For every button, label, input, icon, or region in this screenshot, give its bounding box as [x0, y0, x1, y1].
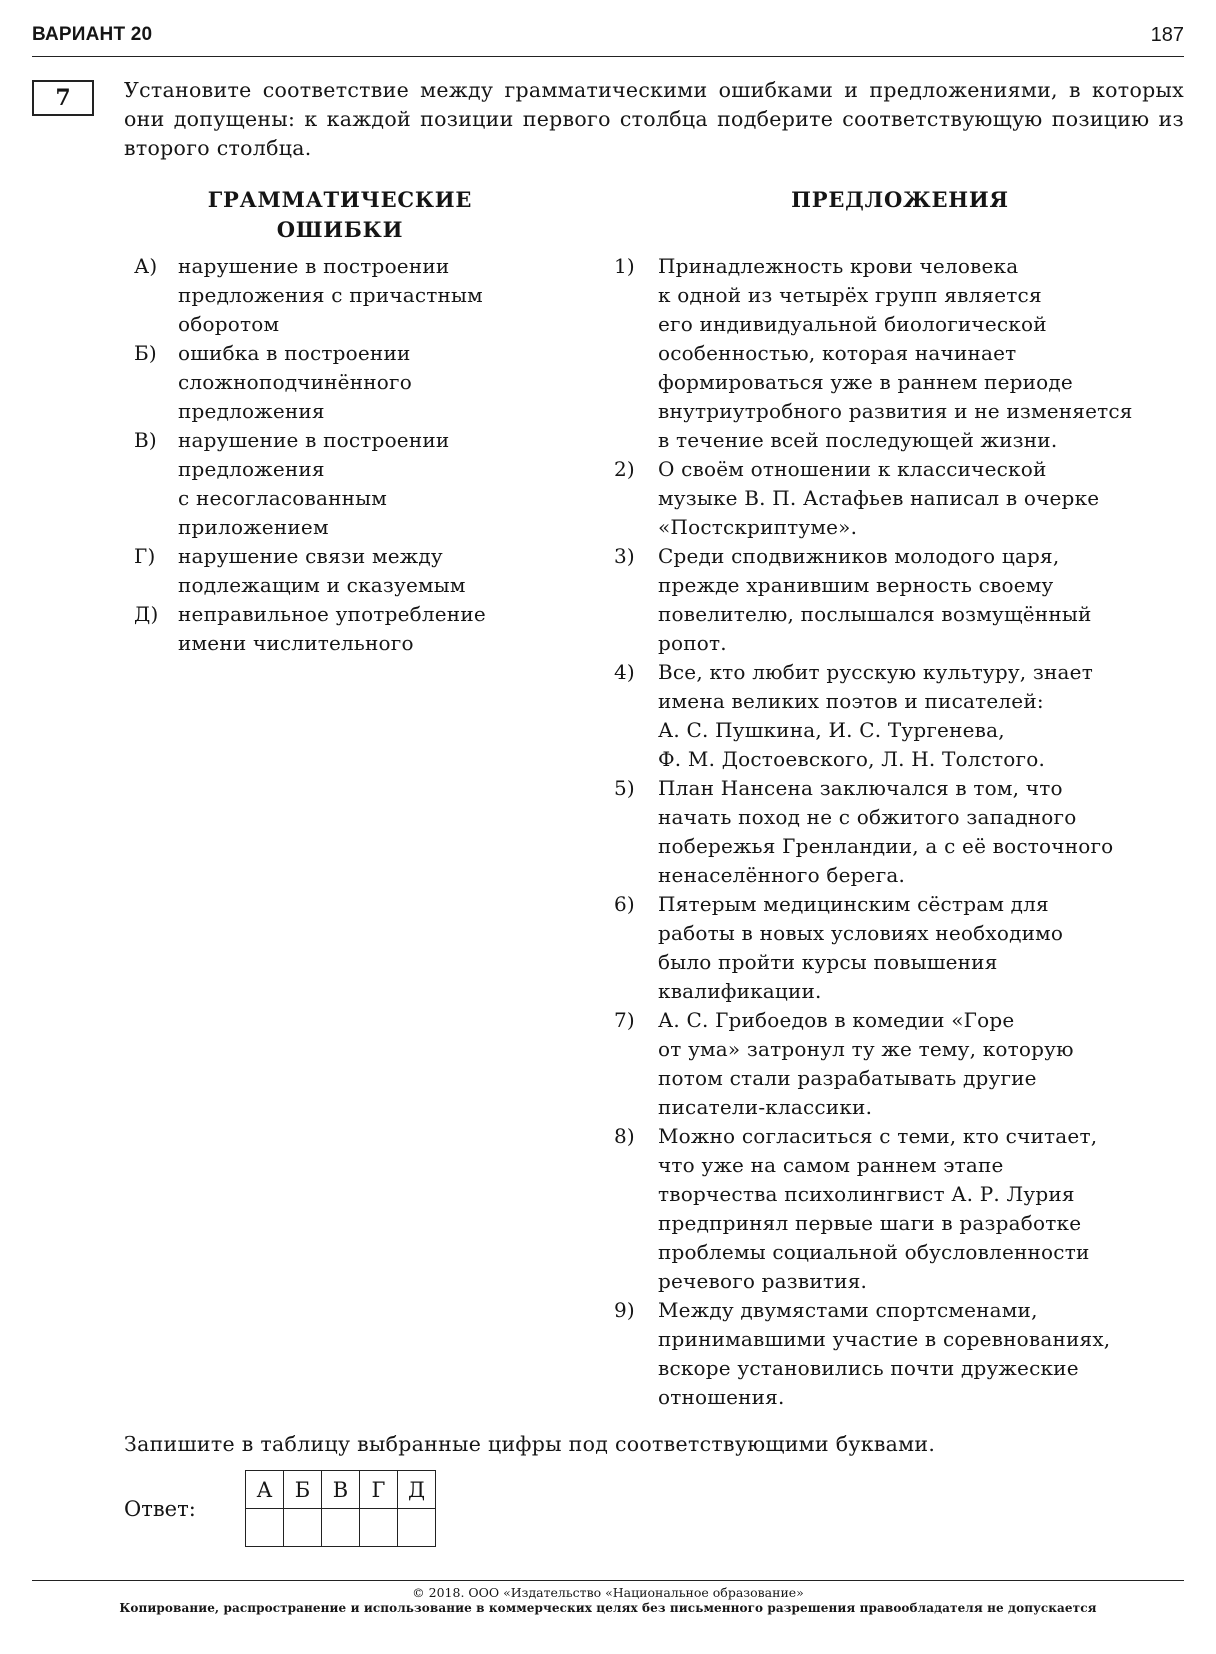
errors-column-title: ГРАММАТИЧЕСКИЕ ОШИБКИ: [207, 187, 473, 242]
sentence-number: 8): [614, 1124, 635, 1148]
errors-list: [134, 252, 554, 658]
sentence-item: [614, 658, 1194, 774]
sentence-item: [614, 1296, 1194, 1412]
copyright-notice: Копирование, распространение и использование в коммерческих целях без письменного разрешения правообладателя не допускается: [119, 1601, 1097, 1615]
sentence-item: [614, 252, 1194, 455]
task-number-box: 7: [32, 80, 94, 116]
sentence-item: [614, 890, 1194, 1006]
sentence-number: 4): [614, 660, 635, 684]
sentences-list: [614, 252, 1194, 1412]
sentence-text: Принадлежность крови человека к одной из четырёх групп является его индивидуальной биологической особенностью, которая начинает формироваться уже в раннем периоде внутриутробного развития и не изменяется в течение всей последующей жизни.: [658, 254, 1133, 452]
answer-letter-cell: Г: [360, 1471, 398, 1509]
sentence-text: Между двумястами спортсменами, принимавшими участие в соревнованиях, вскоре установились почти дружеские отношения.: [658, 1298, 1111, 1409]
answer-label: Ответ:: [124, 1497, 196, 1521]
error-letter: В): [134, 428, 157, 452]
answer-letter-cell: Б: [284, 1471, 322, 1509]
error-text: нарушение в построении предложения с несогласованным приложением: [178, 428, 450, 539]
variant-title: ВАРИАНТ 20: [32, 24, 153, 45]
answer-input-row: [246, 1509, 436, 1547]
sentence-text: А. С. Грибоедов в комедии «Горе от ума» затронул ту же тему, которую потом стали разрабатывать другие писатели-классики.: [658, 1008, 1074, 1119]
error-letter: А): [134, 254, 158, 278]
error-text: ошибка в построении сложноподчинённого предложения: [178, 341, 412, 423]
answer-instruction: Запишите в таблицу выбранные цифры под соответствующими буквами.: [124, 1432, 936, 1456]
page-number: 187: [1150, 24, 1184, 46]
page-footer: [32, 1580, 1184, 1615]
sentence-number: 5): [614, 776, 635, 800]
sentence-number: 1): [614, 254, 635, 278]
error-item: [134, 426, 554, 542]
sentence-text: Среди сподвижников молодого царя, прежде хранившим верность своему повелителю, послышался возмущённый ропот.: [658, 544, 1092, 655]
error-letter: Д): [134, 602, 159, 626]
sentence-number: 6): [614, 892, 635, 916]
answer-input-cell-v[interactable]: [322, 1509, 360, 1547]
answer-input-cell-b[interactable]: [284, 1509, 322, 1547]
error-letter: Г): [134, 544, 156, 568]
error-item: [134, 252, 554, 339]
answer-letter-cell: А: [246, 1471, 284, 1509]
answer-table: [245, 1470, 436, 1547]
error-item: [134, 339, 554, 426]
answer-letters-row: [246, 1471, 436, 1509]
sentence-number: 7): [614, 1008, 635, 1032]
sentence-number: 3): [614, 544, 635, 568]
sentence-item: [614, 774, 1194, 890]
error-item: [134, 600, 554, 658]
error-letter: Б): [134, 341, 157, 365]
sentence-item: [614, 455, 1194, 542]
sentence-text: О своём отношении к классической музыке В. П. Астафьев написал в очерке «Постскриптуме».: [658, 457, 1100, 539]
sentences-column-title: ПРЕДЛОЖЕНИЯ: [791, 187, 1009, 212]
error-item: [134, 542, 554, 600]
sentence-item: [614, 1006, 1194, 1122]
answer-input-cell-d[interactable]: [398, 1509, 436, 1547]
copyright-line: © 2018. ООО «Издательство «Национальное образование»: [412, 1585, 804, 1600]
error-text: нарушение связи между подлежащим и сказуемым: [178, 544, 466, 597]
sentence-text: Можно согласиться с теми, кто считает, что уже на самом раннем этапе творчества психолингвист А. Р. Лурия предпринял первые шаги в разработке проблемы социальной обусловленности речевого развития.: [658, 1124, 1098, 1293]
task-instruction: Установите соответствие между грамматическими ошибками и предложениями, в которых они допущены: к каждой позиции первого столбца подберите соответствующую позицию из второго столбца.: [124, 78, 1184, 160]
sentence-item: [614, 1122, 1194, 1296]
page-header: [32, 20, 1184, 57]
sentence-text: Все, кто любит русскую культуру, знает имена великих поэтов и писателей: А. С. Пушкина, И. С. Тургенева, Ф. М. Достоевского, Л. Н. Толстого.: [658, 660, 1093, 771]
sentence-number: 9): [614, 1298, 635, 1322]
answer-letter-cell: Д: [398, 1471, 436, 1509]
sentence-item: [614, 542, 1194, 658]
answer-input-cell-a[interactable]: [246, 1509, 284, 1547]
error-text: неправильное употребление имени числительного: [178, 602, 486, 655]
answer-letter-cell: В: [322, 1471, 360, 1509]
sentence-text: План Нансена заключался в том, что начать поход не с обжитого западного побережья Гренландии, а с её восточного ненаселённого берега.: [658, 776, 1114, 887]
sentence-number: 2): [614, 457, 635, 481]
sentence-text: Пятерым медицинским сёстрам для работы в новых условиях необходимо было пройти курсы повышения квалификации.: [658, 892, 1064, 1003]
answer-input-cell-g[interactable]: [360, 1509, 398, 1547]
error-text: нарушение в построении предложения с причастным оборотом: [178, 254, 483, 336]
